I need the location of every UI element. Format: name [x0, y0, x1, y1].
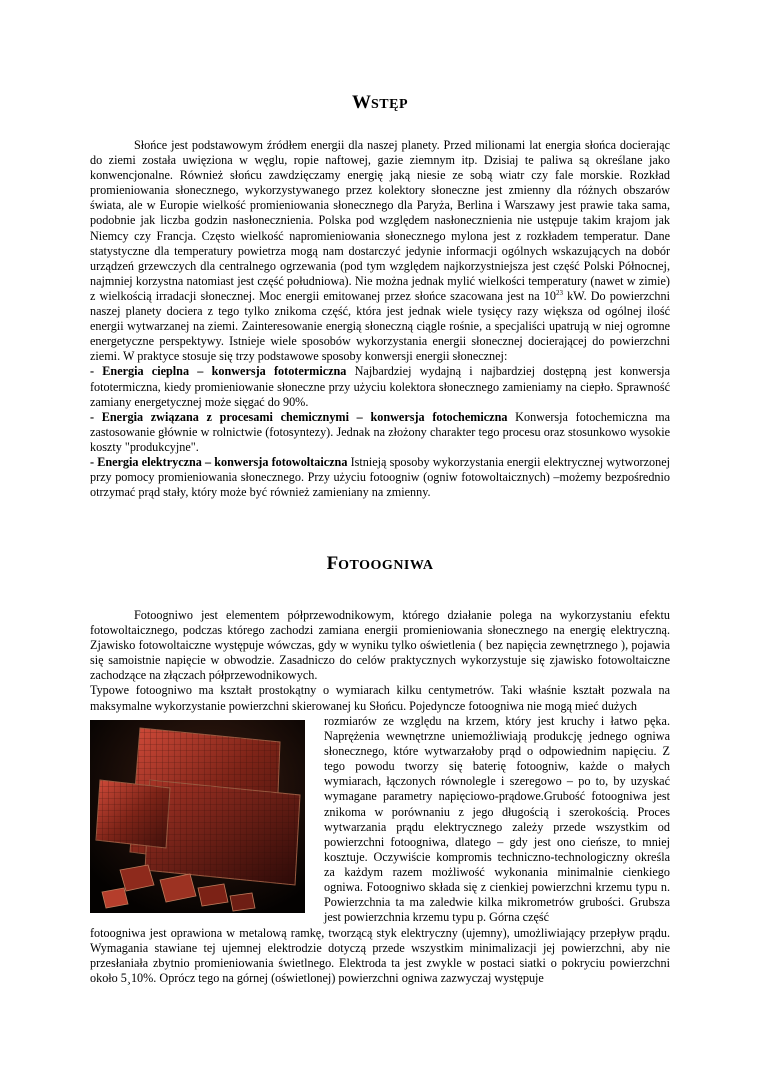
loose-cell [102, 888, 128, 908]
heading-cells-rest: OTOOGNIWA [338, 558, 434, 573]
intro-text-b: kW. Do powierzchni naszej planety dociera z tego tylko znikoma część, która jest jednak wiele tysięcy razy większa od ogólnej ilość energii wytwarzanej na ziemi. Zainteresowanie energią słoneczną ciągle rośnie, a specjaliści upatrują w niej ogromne energetyczne perspektywy. Istnieje wiele sposobów wykorzystania energii słonecznej docierającej do powierzchni ziemi. W praktyce stosuje się trzy podstawowe sposoby konwersji energii słonecznej: [90, 288, 671, 364]
heading-intro-rest: STĘP [370, 97, 408, 112]
cells-paragraph-2-bottom: fotoogniwa jest oprawiona w metalową ramkę, tworzącą styk elektryczny (ujemny), umożliwiający przepływ prądu. Wymagania stawiane tej ujemnej elektrodzie dotyczą przede wszystkim minimalizacji jej powierzchni, aby nie przesłaniała zbytnio promieniowania świetlnego. Elektroda ta jest zwykle w postaci siatki o pokryciu powierzchni około 5¸10%. Oprócz tego na górnej (oświetlonej) powierzchni ogniwa zazwyczaj występuje [90, 926, 670, 986]
intro-paragraph [90, 138, 670, 364]
list-item-photovoltaic-text: Istnieją sposoby wykorzystania energii elektrycznej wytworzonej przy pomocy promieniowania słonecznego. Przy użyciu fotoogniw (ogniw fotowoltaicznych) –możemy bezpośrednio otrzymać prąd stały, który może być również zamieniany na zmienny. [90, 454, 671, 500]
cells-section [90, 608, 670, 714]
list-item-phototermal-title: - Energia cieplna – konwersja fototermiczna [90, 364, 347, 379]
heading-intro-initial: W [351, 92, 371, 113]
cells-bottom-text [90, 926, 670, 986]
loose-cell [198, 884, 228, 906]
list-item-photovoltaic [90, 455, 670, 500]
list-item-photovoltaic-title: - Energia elektryczna – konwersja fotowoltaiczna [90, 454, 348, 469]
list-item-photochemical-text: Konwersja fotochemiczna ma zastosowanie głównie w rolnictwie (fotosyntezy). Jednak na złożony charakter tego procesu oraz stosunkowo wysokie koszty "produkcyjne". [90, 409, 670, 454]
solar-panels-image [90, 720, 305, 913]
heading-cells [0, 553, 760, 575]
solar-panels-photo [90, 720, 305, 913]
cells-side-text [324, 714, 670, 925]
heading-intro [0, 92, 760, 114]
list-item-phototermal-text: Najbardziej wydajną i najbardziej dostępną jest konwersja fototermiczna, kiedy promieniowanie słoneczne przy użyciu kolektora słonecznego zamieniamy na ciepło. Sprawność zamiany energetycznej może sięgać do 90%. [90, 364, 670, 409]
cells-paragraph-2-side: rozmiarów ze względu na krzem, który jest kruchy i łatwo pęka. Naprężenia wewnętrzne uniemożliwiają produkcję jednego ogniwa słonecznego, które wytwarzałoby prąd o odpowiednim napięciu. Z tego powodu tworzy się baterię fotoogniw, każde o małych wymiarach, łączonych równolegle i szeregowo – po to, by uzyskać wymagane parametry napięciowo-prądowe.Grubość fotoogniwa jest znikoma w porównaniu z jego długością i szerokością. Proces wytwarzania prądu elektrycznego zależy przede wszystkim od powierzchni fotoogniwa, dlatego – gdy jest ono cieńsze, to mniej kosztuje. Oczywiście kompromis techniczno-technologiczny określa za każdym razem możliwość wykonania minimalnie cienkiego ogniwa. Fotoogniwo składa się z cienkiej powierzchni krzemu typu n. Powierzchnia ta ma zaledwie kilka mikrometrów grubości. Grubsza jest powierzchnia krzemu typu p. Górna część [324, 714, 670, 925]
heading-cells-initial: F [326, 553, 339, 574]
intro-section [90, 138, 670, 500]
list-item-photochemical-title: - Energia związana z procesami chemicznymi – konwersja fotochemiczna [90, 409, 508, 424]
cells-paragraph-2-intro: Typowe fotoogniwo ma kształt prostokątny o wymiarach kilku centymetrów. Taki właśnie kształt pozwala na maksymalne wykorzystanie powierzchni skierowanej ku Słońcu. Pojedyncze fotoogniwa nie mogą mieć dużych [90, 683, 670, 713]
intro-text-a: Słońce jest podstawowym źródłem energii dla naszej planety. Przed milionami lat energia słońca docierając do ziemi została uwięziona w węglu, ropie naftowej, gazie ziemnym itp. Dzisiaj te paliwa są określane jako konwencjonalne. Również słońcu zawdzięczamy energię jaką niesie ze sobą wiatr czy fale morskie. Rozkład promieniowania słonecznego, wykorzystywanego przez kolektory słoneczne jest zmienny dla różnych obszarów świata, ale w Europie wielkość promieniowania słonecznego dla Paryża, Berlina i Warszawy jest prawie taka sama, podobnie jak liczba godzin nasłonecznienia. Polska pod względem nasłonecznienia nie ustępuje takim krajom jak Niemcy czy Francja. Często wielkość napromieniowania słonecznego mylona jest z rozkładem temperatur. Dane statystyczne dla temperatury powietrza mogą nam dostarczyć jedynie informacji ogólnych wskazujących na dobór urządzeń grzewczych dla centralnego ogrzewania (pod tym względem najkorzystniejsza jest część Polski Północnej, najmniej korzystna natomiast jest część południowa). Nie można jednak mylić wielkości temperatury (nawet w zimie) z wielkością irradacji słonecznej. Moc energii emitowanej przez słońce szacowana jest na 10 [90, 138, 670, 303]
loose-cell [230, 893, 255, 911]
list-item-photochemical [90, 410, 670, 455]
exponent: 23 [555, 288, 563, 297]
list-item-phototermal [90, 364, 670, 409]
cells-paragraph-1: Fotoogniwo jest elementem półprzewodnikowym, którego działanie polega na wykorzystaniu efektu fotowoltaicznego, podczas którego zachodzi zamiana energii promieniowania słonecznego na energię elektryczną. Zjawisko fotowoltaiczne występuje wówczas, gdy w wyniku tylko oświetlenia ( bez napięcia zewnętrznego ), pojawia się samoistnie napięcie w obwodzie. Zasadniczo do celów praktycznych wykorzystuje się zjawisko fotowoltaiczne zachodzące na złączach półprzewodnikowych. [90, 608, 670, 683]
